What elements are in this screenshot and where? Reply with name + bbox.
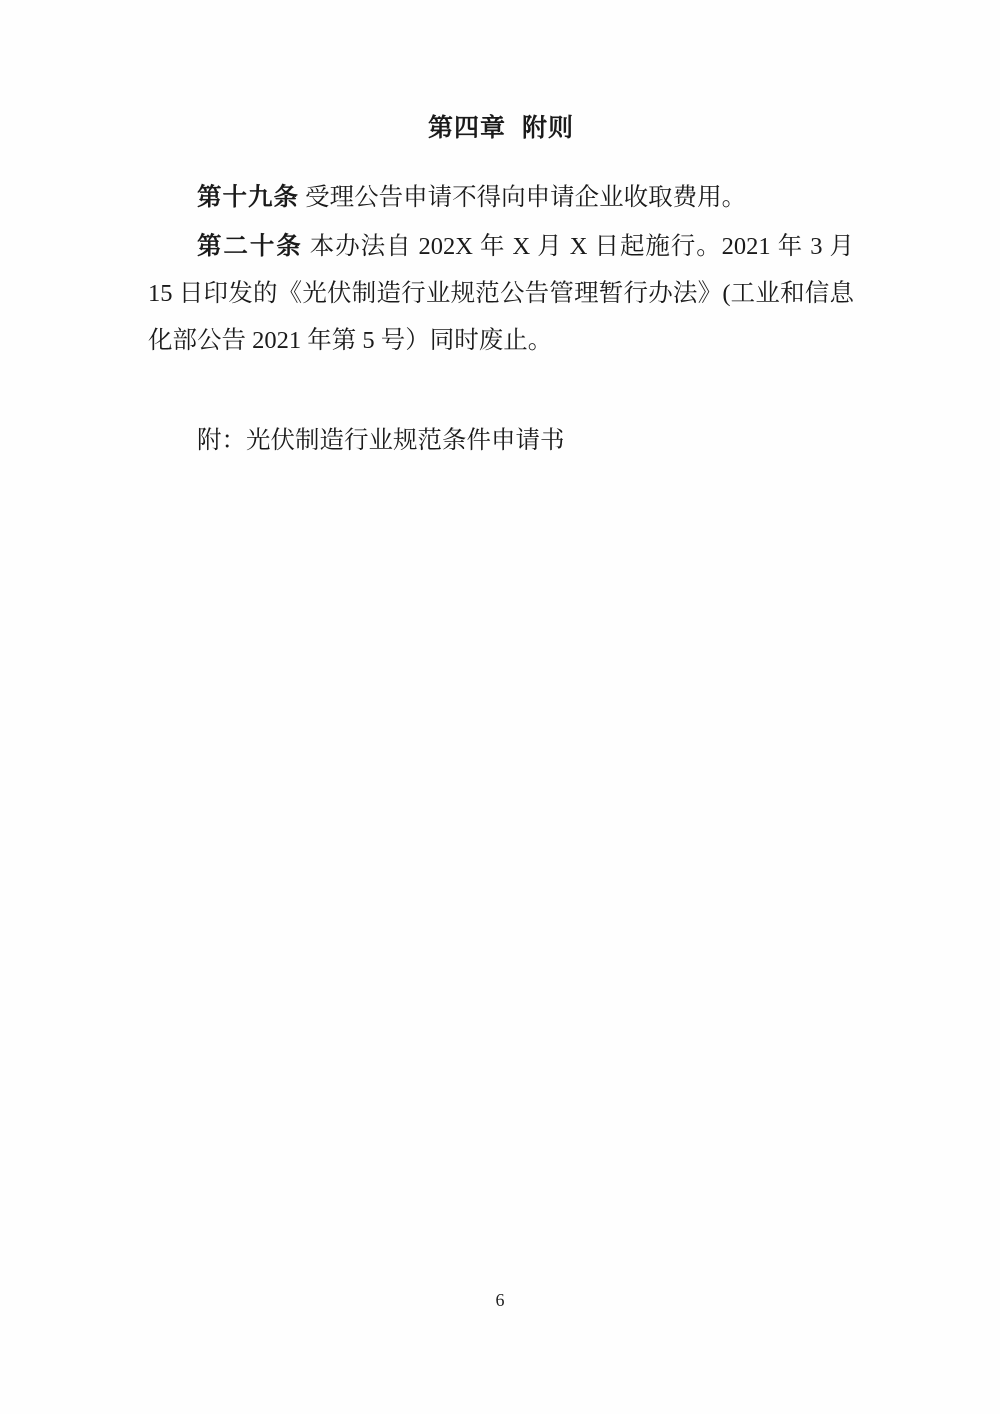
article-paragraph: [148, 174, 854, 221]
page-number: 6: [495, 1290, 505, 1310]
attachment-line: 附：光伏制造行业规范条件申请书: [197, 426, 565, 454]
section-spacer: [148, 366, 854, 418]
article-text: 受理公告申请不得向申请企业收取费用。: [305, 183, 747, 211]
chapter-heading: [148, 110, 854, 148]
article-paragraph: [148, 223, 854, 364]
chapter-title-text: 附则: [522, 115, 575, 142]
chapter-number: 第四章: [427, 115, 506, 142]
article-label: 第二十条: [197, 232, 303, 260]
article-text: 本办法自 202X 年 X 月 X 日起施行。2021 年 3 月 15 日印发的《光伏制造行业规范公告管理暂行办法》(工业和信息化部公告 2021 年第 5 号）同时废止。: [148, 232, 855, 354]
document-body: [148, 110, 854, 464]
article-label: 第十九条: [197, 183, 299, 211]
